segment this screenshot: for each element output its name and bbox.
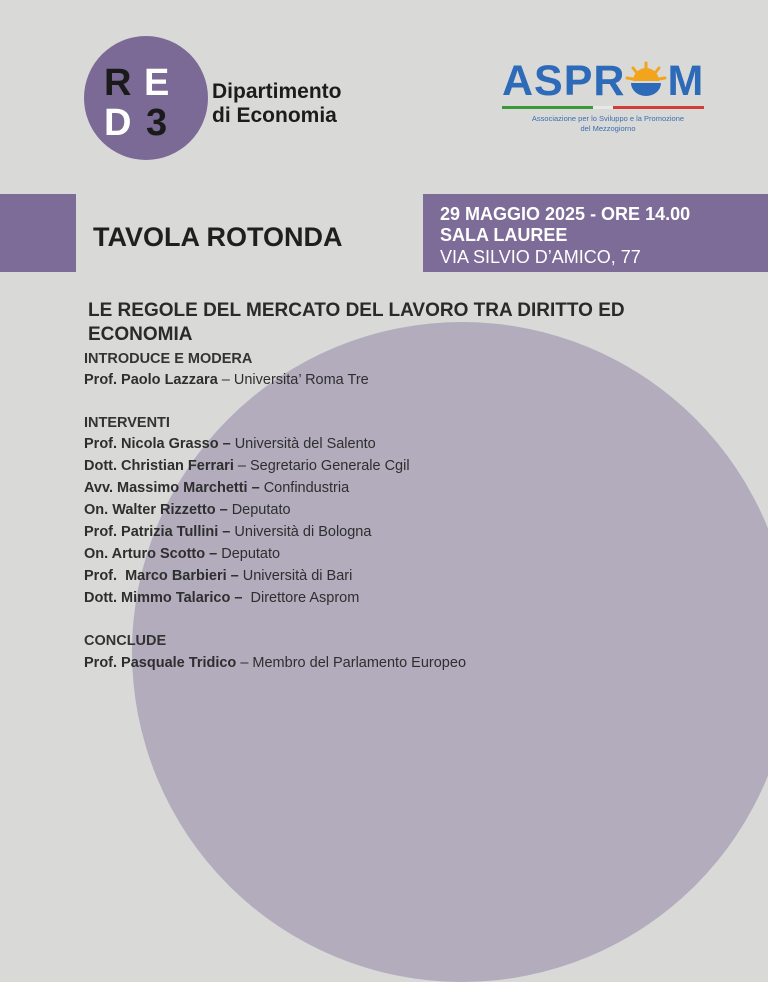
asprom-name-part1: ASPR <box>502 57 626 105</box>
speaker-role: Deputato <box>217 546 281 562</box>
department-name <box>212 80 342 128</box>
speaker-line <box>84 545 280 563</box>
speaker-role: Confindustria <box>259 480 350 496</box>
speaker-role: Università del Salento <box>230 436 376 452</box>
headline-line-2: ECONOMIA <box>88 324 193 345</box>
logo-letter-e: E <box>144 62 170 104</box>
moderator-role: – Universita’ Roma Tre <box>217 372 369 388</box>
asprom-name-part2: M <box>667 57 705 105</box>
department-line-2: di Economia <box>212 104 337 127</box>
speaker-role: – Segretario Generale Cgil <box>233 458 410 474</box>
event-address: VIA SILVIO D’AMICO, 77 <box>440 247 641 267</box>
headline-line-1: LE REGOLE DEL MERCATO DEL LAVORO TRA DIRITTO ED <box>88 300 625 321</box>
speaker-line <box>84 435 376 453</box>
intro-heading: INTRODUCE E MODERA <box>84 351 253 367</box>
event-headline <box>88 299 708 347</box>
asprom-logo <box>502 58 704 104</box>
moderator-name: Prof. Paolo Lazzara <box>84 372 218 388</box>
logo-letter-d: D <box>104 102 132 144</box>
speaker-name: Prof. Nicola Grasso – <box>84 436 231 452</box>
speaker-name: Prof. Patrizia Tullini – <box>84 524 231 540</box>
conclude-heading: CONCLUDE <box>84 633 167 649</box>
logo-letter-3: 3 <box>146 102 168 144</box>
speaker-line <box>84 501 291 519</box>
speaker-role: Deputato <box>227 502 291 518</box>
speaker-name: On. Walter Rizzetto – <box>84 502 228 518</box>
speaker-name: Avv. Massimo Marchetti – <box>84 480 260 496</box>
event-type-title: TAVOLA ROTONDA <box>93 222 343 252</box>
speaker-name: Dott. Christian Ferrari <box>84 458 234 474</box>
sun-sea-icon <box>625 60 667 96</box>
closing-speaker-line <box>84 654 466 672</box>
asprom-subtitle: Associazione per lo Sviluppo e la Promozione del Mezzogiorno <box>531 114 685 133</box>
speaker-line <box>84 457 410 475</box>
background-circle <box>132 322 768 982</box>
interventi-heading: INTERVENTI <box>84 415 170 431</box>
event-room: SALA LAUREE <box>440 225 568 245</box>
speaker-role: Università di Bari <box>238 568 353 584</box>
speaker-role: Università di Bologna <box>230 524 372 540</box>
speaker-line <box>84 479 349 497</box>
speaker-line <box>84 523 371 541</box>
speaker-name: Dott. Mimmo Talarico – <box>84 590 243 606</box>
speaker-line <box>84 567 352 585</box>
speaker-name: Prof. Marco Barbieri – <box>84 568 239 584</box>
speaker-name: On. Arturo Scotto – <box>84 546 218 562</box>
banner-left-accent <box>0 194 76 272</box>
asprom-tricolor-line <box>502 106 704 109</box>
closing-speaker-name: Prof. Pasquale Tridico <box>84 655 237 671</box>
moderator-line <box>84 371 369 389</box>
speaker-role: Direttore Asprom <box>242 590 360 606</box>
event-date-time: 29 MAGGIO 2025 - ORE 14.00 <box>440 204 691 224</box>
department-line-1: Dipartimento <box>212 80 342 103</box>
speaker-line <box>84 589 359 607</box>
logo-letter-r: R <box>104 62 132 104</box>
closing-speaker-role: – Membro del Parlamento Europeo <box>236 655 467 671</box>
